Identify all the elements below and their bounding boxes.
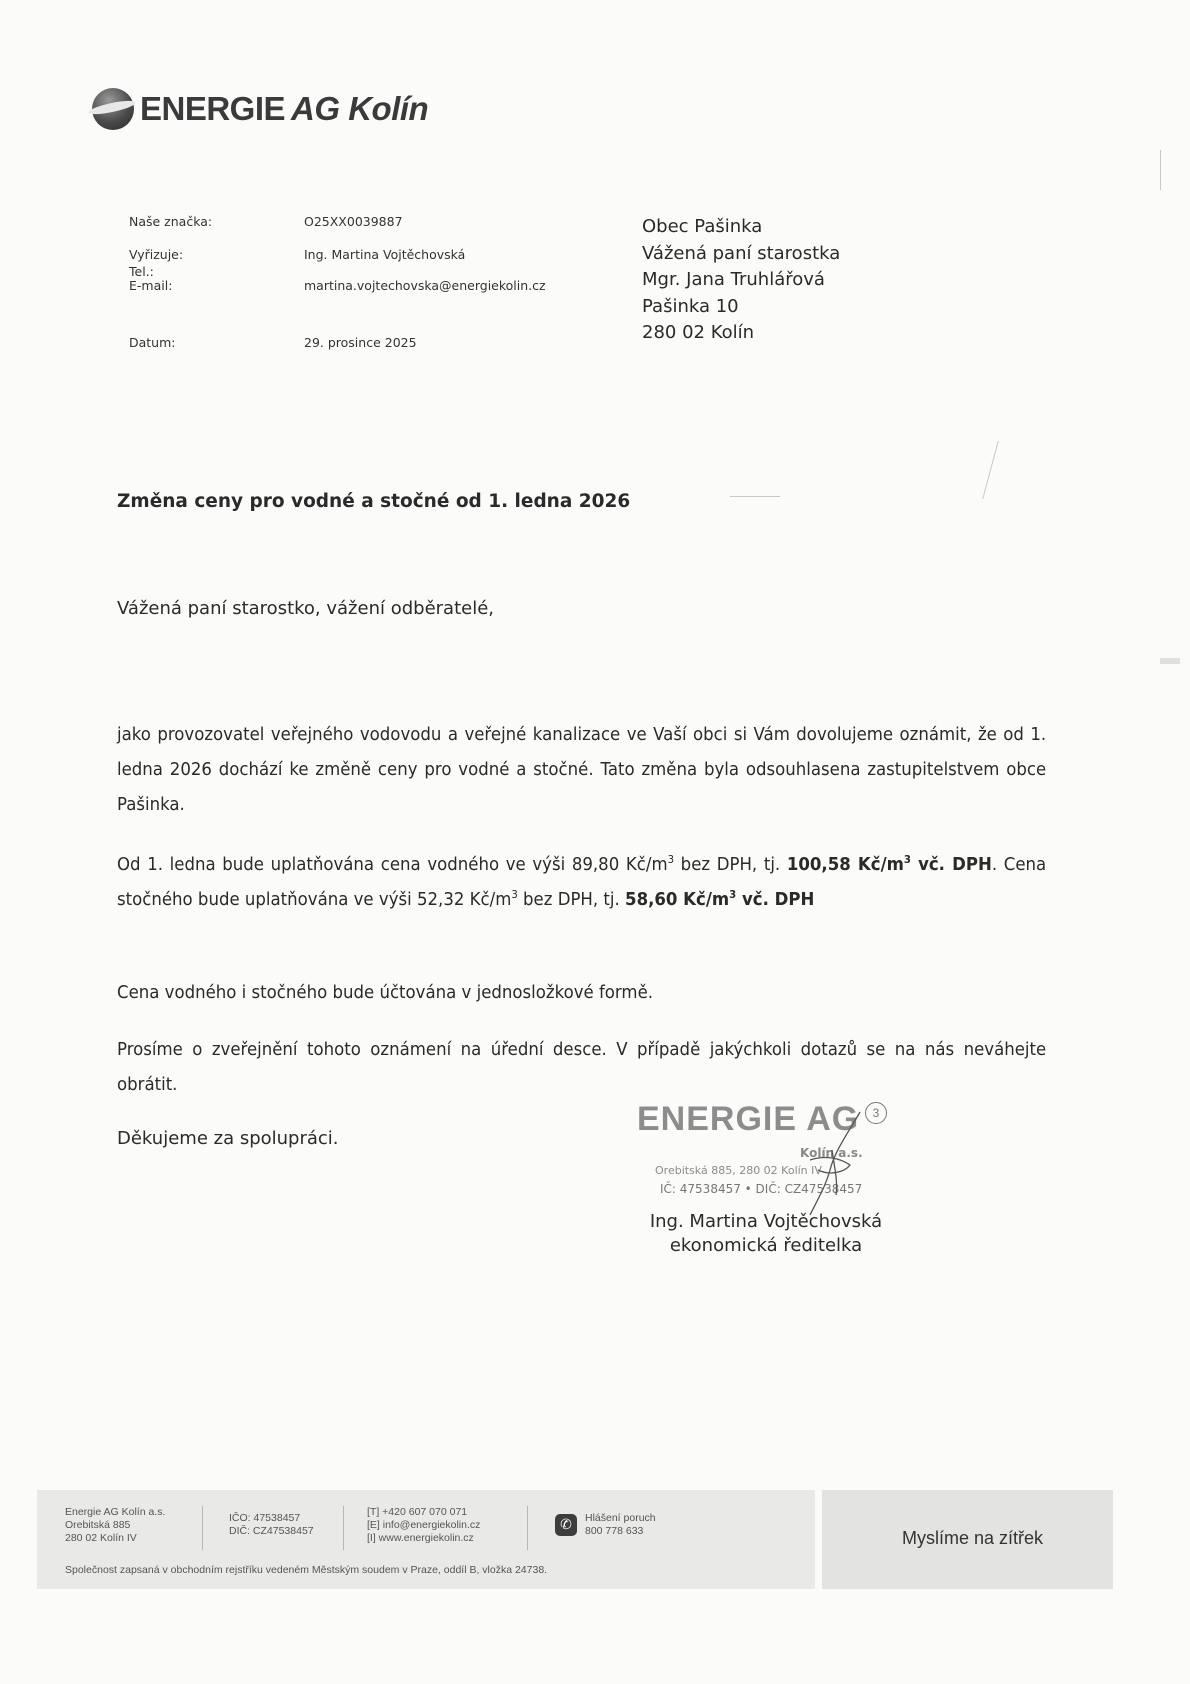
footer-company xyxy=(65,1506,165,1545)
signer-title: ekonomická ředitelka xyxy=(669,1235,863,1256)
letter-subject: Změna ceny pro vodné a stočné od 1. ledna 2026 xyxy=(117,491,631,512)
footer-dic: DIČ: CZ47538457 xyxy=(229,1525,314,1537)
footer-motto-panel xyxy=(822,1490,1113,1589)
footer-company-city: 280 02 Kolín IV xyxy=(65,1532,137,1544)
ref-label: Naše značka: xyxy=(129,214,213,229)
hotline-number[interactable]: 800 778 633 xyxy=(585,1525,644,1537)
logo-wordmark xyxy=(140,90,428,128)
stamp-ids: IČ: 47538457 • DIČ: CZ47538457 xyxy=(660,1182,863,1196)
stamp-address: Orebitská 885, 280 02 Kolín IV xyxy=(655,1164,822,1177)
recipient-line: Obec Pašinka xyxy=(642,216,763,237)
scan-artifact xyxy=(730,496,780,497)
superscript: 3 xyxy=(667,853,675,866)
footer-motto: Myslíme na zítřek xyxy=(902,1528,1044,1548)
footer-email[interactable]: [E] info@energiekolin.cz xyxy=(367,1519,481,1531)
logo-brand-suffix: AG Kolín xyxy=(291,90,429,127)
price-text: Od 1. ledna bude uplatňována cena vodného ve výši 89,80 Kč/m xyxy=(117,854,668,875)
recipient-line: Pašinka 10 xyxy=(642,295,739,317)
footer-divider xyxy=(202,1506,203,1550)
price-text: vč. DPH xyxy=(910,854,992,875)
ref-value: 29. prosince 2025 xyxy=(304,335,417,350)
signer-block xyxy=(636,1210,896,1258)
footer-company-street: Orebitská 885 xyxy=(65,1519,131,1531)
handwritten-signature-icon xyxy=(790,1110,870,1220)
logo-brand: ENERGIE xyxy=(140,90,286,127)
paragraph-billing: Cena vodného i stočného bude účtována v jednosložkové formě. xyxy=(117,982,654,1003)
superscript: 3 xyxy=(729,888,737,901)
footer-website[interactable]: [I] www.energiekolin.cz xyxy=(367,1532,474,1544)
recipient-line: Mgr. Jana Truhlářová xyxy=(642,269,825,290)
stamp-logo-text: ENERGIE AG xyxy=(637,1100,860,1138)
ref-label: Tel.: xyxy=(129,264,154,279)
price-text: . Cena stočného bude uplatňována ve výši 52,32 Kč/m xyxy=(117,854,1047,910)
company-logo xyxy=(92,86,428,132)
superscript: 3 xyxy=(511,888,518,901)
superscript: 3 xyxy=(903,853,911,866)
email-link[interactable]: martina.vojtechovska@energiekolin.cz xyxy=(304,278,546,293)
scan-artifact xyxy=(982,441,998,499)
price-text: bez DPH, tj. xyxy=(517,889,626,910)
price-text: bez DPH, tj. xyxy=(674,854,787,875)
phone-icon: ✆ xyxy=(555,1514,577,1536)
paragraph-request: Prosíme o zveřejnění tohoto oznámení na úřední desce. V případě jakýchkoli dotazů se na nás neváhejte obrátit. xyxy=(117,1039,1047,1095)
stamp-number-icon: 3 xyxy=(865,1102,887,1124)
signer-name: Ing. Martina Vojtěchovská xyxy=(649,1211,883,1232)
letter-footer xyxy=(37,1490,815,1589)
company-stamp xyxy=(630,1100,890,1200)
price-text: vč. DPH xyxy=(736,889,815,910)
letter-greeting: Vážená paní starostko, vážení odběratelé, xyxy=(117,598,495,619)
footer-ico: IČO: 47538457 xyxy=(229,1512,301,1524)
footer-ids xyxy=(229,1512,314,1538)
footer-registration: Společnost zapsaná v obchodním rejstříku vedeném Městským soudem v Praze, oddíl B, vložka 24738. xyxy=(65,1564,548,1576)
stamp-company-suffix: Kolín a.s. xyxy=(800,1146,863,1160)
ref-label: Vyřizuje: xyxy=(129,247,184,262)
recipient-address xyxy=(642,214,840,347)
sewage-price-incl-vat: 58,60 Kč/m xyxy=(625,889,730,910)
letter-closing: Děkujeme za spolupráci. xyxy=(117,1128,339,1149)
paragraph-intro: jako provozovatel veřejného vodovodu a veřejné kanalizace ve Vaší obci si Vám dovolujeme oznámit, že od 1. ledna 2026 dochází ke změně ceny pro vodné a stočné. Tato změna byla odsouhlasena zastupitelstvem obce Pašinka. xyxy=(117,724,1047,815)
ref-label: E-mail: xyxy=(129,278,173,293)
scan-artifact xyxy=(1160,150,1161,190)
ref-value: O25XX0039887 xyxy=(304,214,403,229)
scan-artifact xyxy=(1160,658,1180,664)
footer-phone[interactable]: [T] +420 607 070 071 xyxy=(367,1506,468,1518)
ref-label: Datum: xyxy=(129,335,176,350)
water-price-incl-vat: 100,58 Kč/m xyxy=(786,854,904,875)
footer-divider xyxy=(343,1506,344,1550)
hotline-label: Hlášení poruch xyxy=(585,1512,656,1524)
footer-divider xyxy=(527,1506,528,1550)
paragraph-prices xyxy=(117,847,1046,917)
footer-hotline xyxy=(585,1512,656,1538)
ref-value: Ing. Martina Vojtěchovská xyxy=(304,247,466,262)
footer-company-name: Energie AG Kolín a.s. xyxy=(65,1506,166,1518)
recipient-line: 280 02 Kolín xyxy=(642,322,755,343)
globe-logo-icon xyxy=(92,88,134,130)
recipient-line: Vážená paní starostka xyxy=(642,242,841,264)
footer-contact xyxy=(367,1506,480,1545)
